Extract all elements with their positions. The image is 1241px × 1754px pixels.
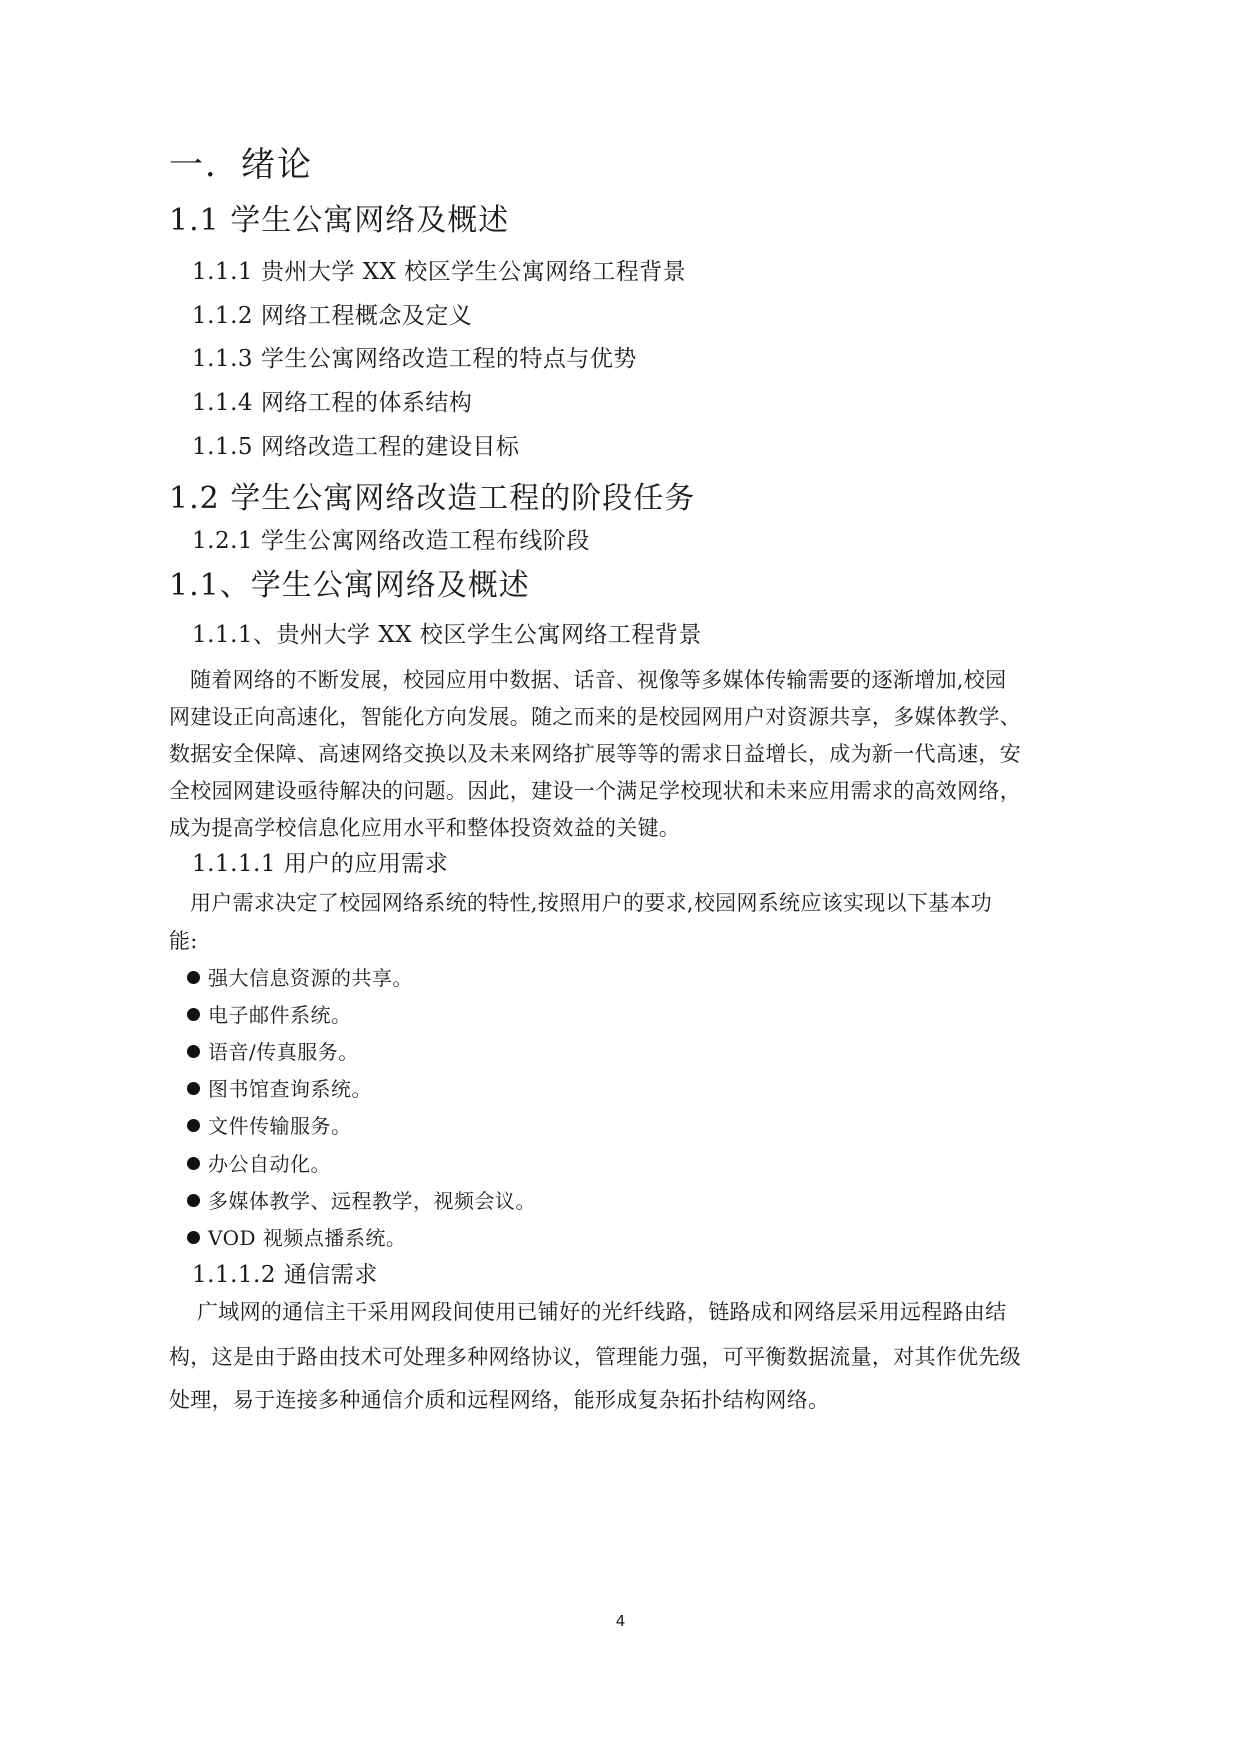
bullet-dot-icon [187, 1119, 200, 1132]
toc-item: 1.1.2 网络工程概念及定义 [192, 303, 473, 329]
bullet-text: 办公自动化。 [208, 1152, 331, 1176]
bullet-dot-icon [187, 1008, 200, 1021]
bullet-text: VOD 视频点播系统。 [208, 1226, 407, 1250]
bullet-item [187, 1116, 352, 1136]
bullet-dot-icon [187, 1082, 200, 1095]
bullet-item [187, 1154, 331, 1174]
bullet-dot-icon [187, 1045, 200, 1058]
bullet-text: 语音/传真服务。 [208, 1040, 359, 1064]
bullet-item [187, 968, 413, 988]
chapter-title: 一．绪论 [169, 145, 313, 185]
paragraph-line: 用户需求决定了校园网络系统的特性,按照用户的要求,校园网系统应该实现以下基本功 [190, 891, 993, 915]
page-number: 4 [615, 1612, 626, 1630]
paragraph-line: 随着网络的不断发展，校园应用中数据、话音、视像等多媒体传输需要的逐渐增加,校园 [190, 668, 1007, 692]
section-heading: 1.1、学生公寓网络及概述 [169, 568, 530, 603]
paragraph-line: 网建设正向高速化，智能化方向发展。随之而来的是校园网用户对资源共享，多媒体教学、 [169, 705, 1021, 729]
subsection-heading: 1.1.1、贵州大学 XX 校区学生公寓网络工程背景 [192, 622, 702, 648]
paragraph-line: 全校园网建设亟待解决的问题。因此，建设一个满足学校现状和未来应用需求的高效网络， [169, 779, 1021, 803]
toc-item: 1.2.1 学生公寓网络改造工程布线阶段 [192, 528, 590, 554]
bullet-item [187, 1079, 372, 1099]
bullet-text: 电子邮件系统。 [208, 1003, 352, 1027]
paragraph-line: 成为提高学校信息化应用水平和整体投资效益的关键。 [169, 816, 681, 840]
bullet-text: 强大信息资源的共享。 [208, 966, 413, 990]
bullet-dot-icon [187, 1231, 200, 1244]
paragraph-line: 处理，易于连接多种通信介质和远程网络，能形成复杂拓扑结构网络。 [169, 1388, 830, 1412]
toc-section-1-2: 1.2 学生公寓网络改造工程的阶段任务 [169, 481, 696, 516]
paragraph-line: 能: [169, 929, 198, 953]
toc-section-1-1: 1.1 学生公寓网络及概述 [169, 203, 510, 238]
bullet-dot-icon [187, 971, 200, 984]
bullet-text: 多媒体教学、远程教学，视频会议。 [208, 1189, 536, 1213]
toc-item: 1.1.4 网络工程的体系结构 [192, 390, 473, 416]
toc-item: 1.1.3 学生公寓网络改造工程的特点与优势 [192, 346, 637, 372]
bullet-item [187, 1005, 352, 1025]
toc-item: 1.1.5 网络改造工程的建设目标 [192, 434, 520, 460]
paragraph-line: 广域网的通信主干采用网段间使用已铺好的光纤线路，链路成和网络层采用远程路由结 [197, 1300, 1007, 1324]
toc-item: 1.1.1 贵州大学 XX 校区学生公寓网络工程背景 [192, 259, 687, 285]
heading-user-requirements: 1.1.1.1 用户的应用需求 [192, 851, 449, 877]
bullet-item [187, 1042, 359, 1062]
heading-communication-requirements: 1.1.1.2 通信需求 [192, 1262, 378, 1288]
bullet-text: 文件传输服务。 [208, 1114, 352, 1138]
bullet-dot-icon [187, 1157, 200, 1170]
paragraph-line: 构，这是由于路由技术可处理多种网络协议，管理能力强，可平衡数据流量，对其作优先级 [169, 1345, 1021, 1369]
bullet-item [187, 1228, 406, 1248]
bullet-item [187, 1191, 536, 1211]
bullet-dot-icon [187, 1194, 200, 1207]
bullet-text: 图书馆查询系统。 [208, 1077, 372, 1101]
paragraph-line: 数据安全保障、高速网络交换以及未来网络扩展等等的需求日益增长，成为新一代高速，安 [169, 742, 1021, 766]
